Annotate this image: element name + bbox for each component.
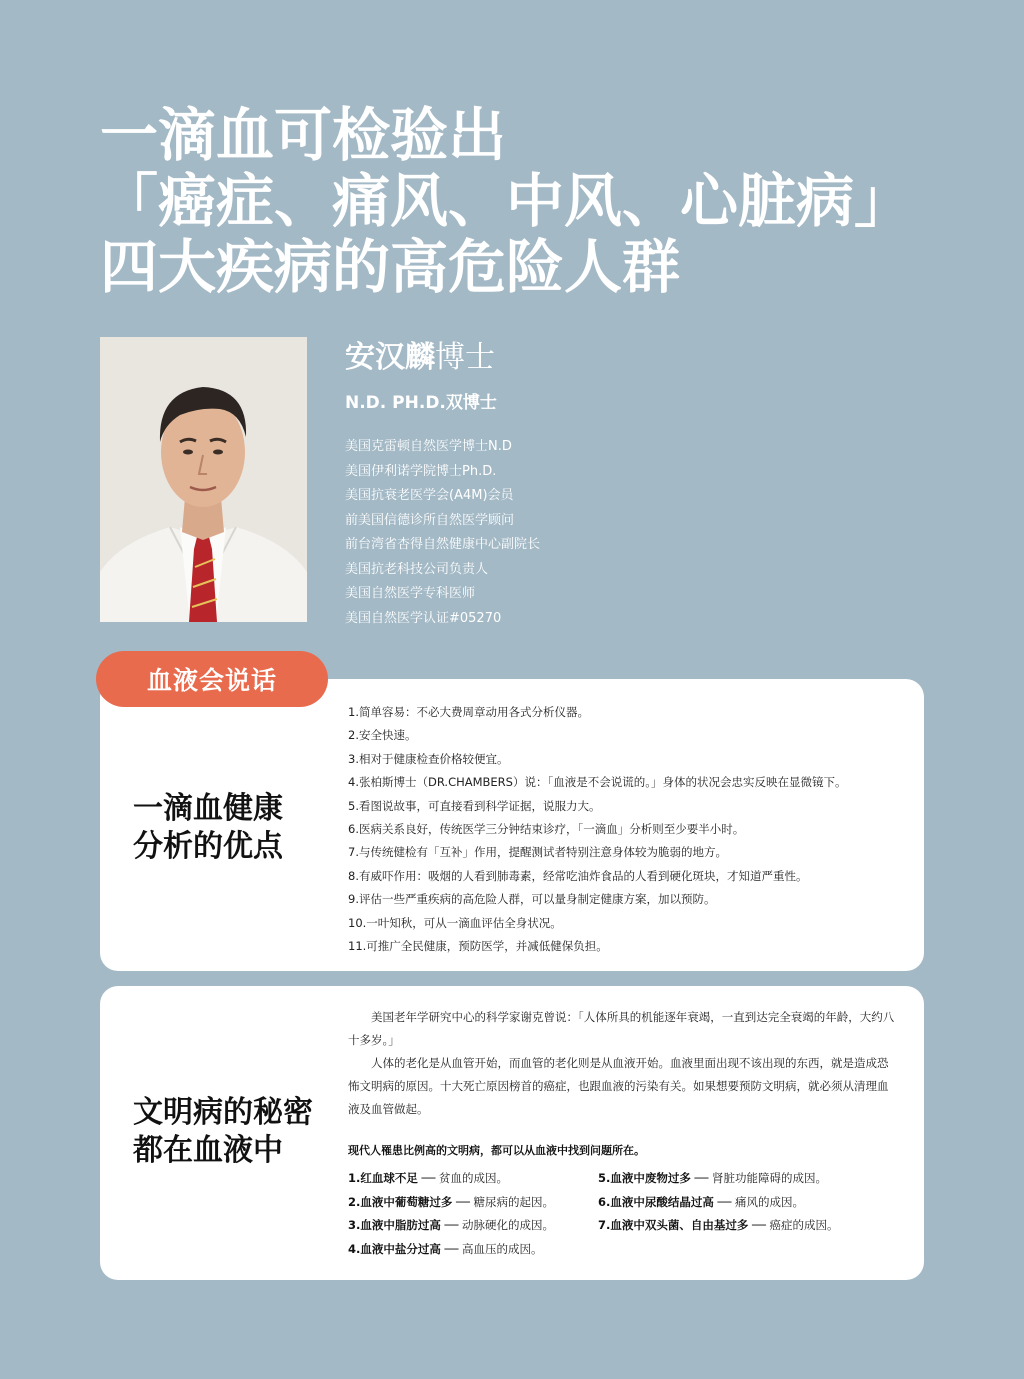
advantages-heading [133, 790, 283, 866]
doctor-degree: N.D. PH.D.双博士 [345, 393, 497, 413]
disease-item [348, 1194, 598, 1218]
credential-item: 美国抗衰老医学会(A4M)会员 [345, 488, 514, 503]
disease-item [598, 1217, 898, 1241]
doctor-portrait-photo [100, 337, 307, 622]
disease-cause: 7.血液中双头菌、自由基过多 [598, 1218, 749, 1232]
paragraph: 人体的老化是从血管开始，而血管的老化则是从血液开始。血液里面出现不该出现的东西，就是造成恐怖文明病的原因。十大死亡原因榜首的癌症，也跟血液的污染有关。如果想要预防文明病，就必须从清理血液及血管做起。 [348, 1056, 889, 1116]
disease-result: ── 糖尿病的起因。 [452, 1194, 555, 1209]
disease-item [348, 1241, 598, 1265]
disease-cause: 4.血液中盐分过高 [348, 1241, 441, 1256]
disease-item [598, 1170, 898, 1194]
secret-card [100, 986, 924, 1280]
secret-heading-line-1: 文明病的秘密 [133, 1095, 313, 1130]
disease-result: ── 高血压的成因。 [440, 1241, 543, 1256]
list-item: 3.相对于健康检查价格较便宜。 [348, 751, 509, 766]
advantages-list [348, 701, 846, 958]
credential-item: 美国自然医学认证#05270 [345, 610, 502, 626]
modern-disease-title: 现代人罹患比例高的文明病，都可以从血液中找到问题所在。 [348, 1144, 645, 1157]
secret-body [348, 1006, 896, 1121]
disease-cause: 3.血液中脂肪过高 [348, 1218, 441, 1232]
disease-result: ── 癌症的成因。 [748, 1218, 839, 1232]
doctor-bio [345, 338, 540, 631]
disease-result: ── 肾脏功能障碍的成因。 [690, 1171, 828, 1185]
disease-cause: 2.血液中葡萄糖过多 [348, 1194, 453, 1209]
doctor-name-suffix: 博士 [435, 340, 495, 375]
list-item: 4.张柏斯博士（DR.CHAMBERS）说：「血液是不会说谎的。」身体的状况会忠实反映在显微镜下。 [348, 775, 847, 790]
disease-cause: 5.血液中废物过多 [598, 1171, 691, 1185]
list-item: 6.医病关系良好，传统医学三分钟结束诊疗，「一滴血」分析则至少要半小时。 [348, 822, 745, 837]
disease-item [348, 1170, 598, 1194]
disease-result: ── 痛风的成因。 [713, 1194, 805, 1209]
title-line-2: 「癌症、痛风、中风、心脏病」 [100, 167, 913, 235]
credential-item: 美国自然医学专科医师 [345, 586, 476, 601]
list-item: 7.与传统健检有「互补」作用，提醒测试者特别注意身体较为脆弱的地方。 [348, 845, 727, 860]
secret-heading-line-2: 都在血液中 [133, 1133, 283, 1168]
doctor-name [345, 338, 540, 378]
disease-cause: 6.血液中尿酸结晶过高 [598, 1194, 714, 1209]
advantages-heading-line-1: 一滴血健康 [133, 791, 283, 826]
credential-item: 美国克雷顿自然医学博士N.D [345, 439, 512, 454]
credentials-list [345, 435, 540, 631]
title-line-3: 四大疾病的高危险人群 [100, 233, 681, 301]
advantages-heading-line-2: 分析的优点 [133, 829, 283, 864]
list-item: 9.评估一些严重疾病的高危险人群，可以量身制定健康方案，加以预防。 [348, 892, 716, 907]
advantages-card [100, 679, 924, 971]
section-tag: 血液会说话 [96, 651, 328, 707]
credential-item: 美国抗老科技公司负责人 [345, 561, 489, 577]
disease-result: ── 动脉硬化的成因。 [440, 1218, 555, 1232]
secret-heading [133, 1094, 313, 1170]
list-item: 5.看图说故事，可直接看到科学证据，说服力大。 [348, 798, 601, 813]
list-item: 1.简单容易：不必大费周章动用各式分析仪器。 [348, 705, 589, 719]
doctor-name-text: 安汉麟 [345, 340, 435, 375]
paragraph: 美国老年学研究中心的科学家谢克曾说：「人体所具的机能逐年衰竭，一直到达完全衰竭的年龄，大约八十多岁。」 [348, 1010, 895, 1047]
title-line-1: 一滴血可检验出 [100, 101, 507, 169]
credential-item: 美国伊利诺学院博士Ph.D. [345, 463, 497, 479]
list-item: 11.可推广全民健康，预防医学，并减低健保负担。 [348, 939, 608, 954]
page-title [100, 102, 1000, 300]
disease-item [598, 1194, 898, 1218]
list-item: 8.有威吓作用：吸烟的人看到肺毒素，经常吃油炸食品的人看到硬化斑块，才知道严重性。 [348, 868, 808, 883]
disease-result: ── 贫血的成因。 [417, 1171, 509, 1185]
disease-list [348, 1170, 908, 1264]
list-item: 10.一叶知秋，可从一滴血评估全身状况。 [348, 915, 562, 930]
disease-cause: 1.红血球不足 [348, 1171, 418, 1185]
credential-item: 前台湾省杏得自然健康中心副院长 [345, 537, 541, 552]
list-item: 2.安全快速。 [348, 728, 417, 743]
disease-item [348, 1217, 598, 1241]
credential-item: 前美国信德诊所自然医学顾问 [345, 512, 515, 528]
